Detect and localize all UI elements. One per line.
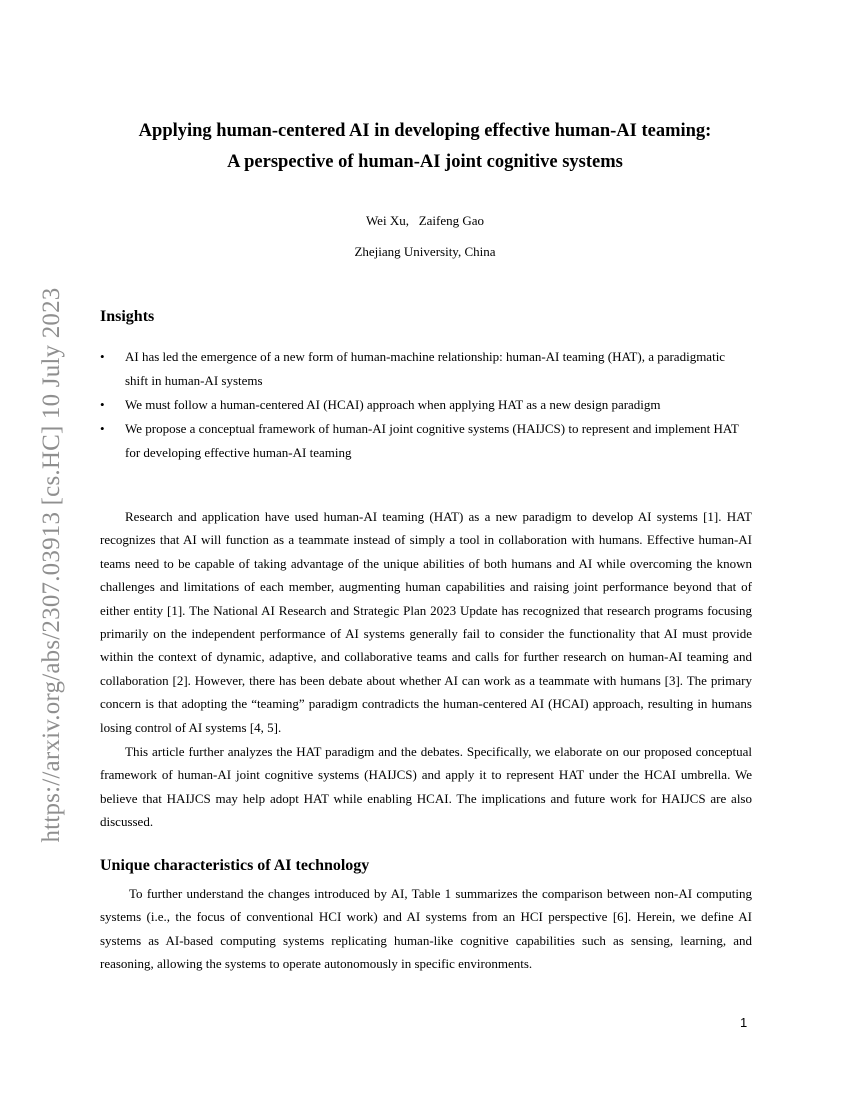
arxiv-identifier-stamp[interactable]: https://arxiv.org/abs/2307.03913 [cs.HC] 10 July 2023: [38, 287, 65, 843]
insight-text: We must follow a human-centered AI (HCAI) approach when applying HAT as a new design paradigm: [125, 397, 661, 412]
bullet-icon: •: [100, 421, 105, 436]
insights-list: [100, 345, 750, 465]
insight-text: We propose a conceptual framework of human-AI joint cognitive systems (HAIJCS) to represent and implement HAT for developing effective human-AI teaming: [125, 421, 739, 460]
list-item: [100, 345, 750, 393]
author-affiliation: Zhejiang University, China: [354, 244, 496, 259]
list-item: [100, 417, 750, 465]
insight-text: AI has led the emergence of a new form of human-machine relationship: human-AI teaming (HAT), a paradigmatic shift in human-AI systems: [125, 349, 726, 388]
page-number: 1: [740, 1015, 748, 1030]
section-paragraph: To further understand the changes introduced by AI, Table 1 summarizes the comparison between non-AI computing systems (i.e., the focus of conventional HCI work) and AI systems from an HCI perspective [6]. Herein, we define AI systems as AI-based computing systems replicating human-like cognitive capabilities such as sensing, learning, and reasoning, allowing the systems to operate autonomously in specific environments.: [100, 886, 752, 972]
body-paragraph: Research and application have used human-AI teaming (HAT) as a new paradigm to develop AI systems [1]. HAT recognizes that AI will function as a teammate instead of simply a tool in collaboration with humans. Effective human-AI teams need to be capable of taking advantage of the unique abilities of both humans and AI while overcoming the known challenges and limitations of each member, augmenting human capabilities and raising joint performance beyond that of either entity [1]. The National AI Research and Strategic Plan 2023 Update has recognized that research programs focusing primarily on the independent performance of AI systems generally fail to consider the functionality that AI must provide within the context of dynamic, adaptive, and collaborative teams and calls for further research on human-AI teaming and collaboration [2]. However, there has been debate about whether AI can work as a teammate with humans [3]. The primary concern is that adopting the “teaming” paradigm contradicts the human-centered AI (HCAI) approach, resulting in humans losing control of AI systems [4, 5].: [100, 509, 752, 735]
bullet-icon: •: [100, 349, 105, 364]
title-line-2: A perspective of human-AI joint cognitive systems: [227, 152, 623, 172]
paper-title: [80, 116, 770, 178]
list-item: [100, 393, 750, 417]
bullet-icon: •: [100, 397, 105, 412]
title-line-1: Applying human-centered AI in developing effective human-AI teaming:: [138, 121, 712, 141]
insights-heading: Insights: [100, 308, 155, 325]
author-list: Wei Xu, Zaifeng Gao: [365, 213, 485, 228]
body-paragraph: This article further analyzes the HAT paradigm and the debates. Specifically, we elaborate on our proposed conceptual framework of human-AI joint cognitive systems (HAIJCS) and apply it to represent HAT under the HCAI umbrella. We believe that HAIJCS may help adopt HAT while enabling HCAI. The implications and future work for HAIJCS are also discussed.: [100, 744, 752, 830]
section-heading: Unique characteristics of AI technology: [100, 857, 370, 874]
